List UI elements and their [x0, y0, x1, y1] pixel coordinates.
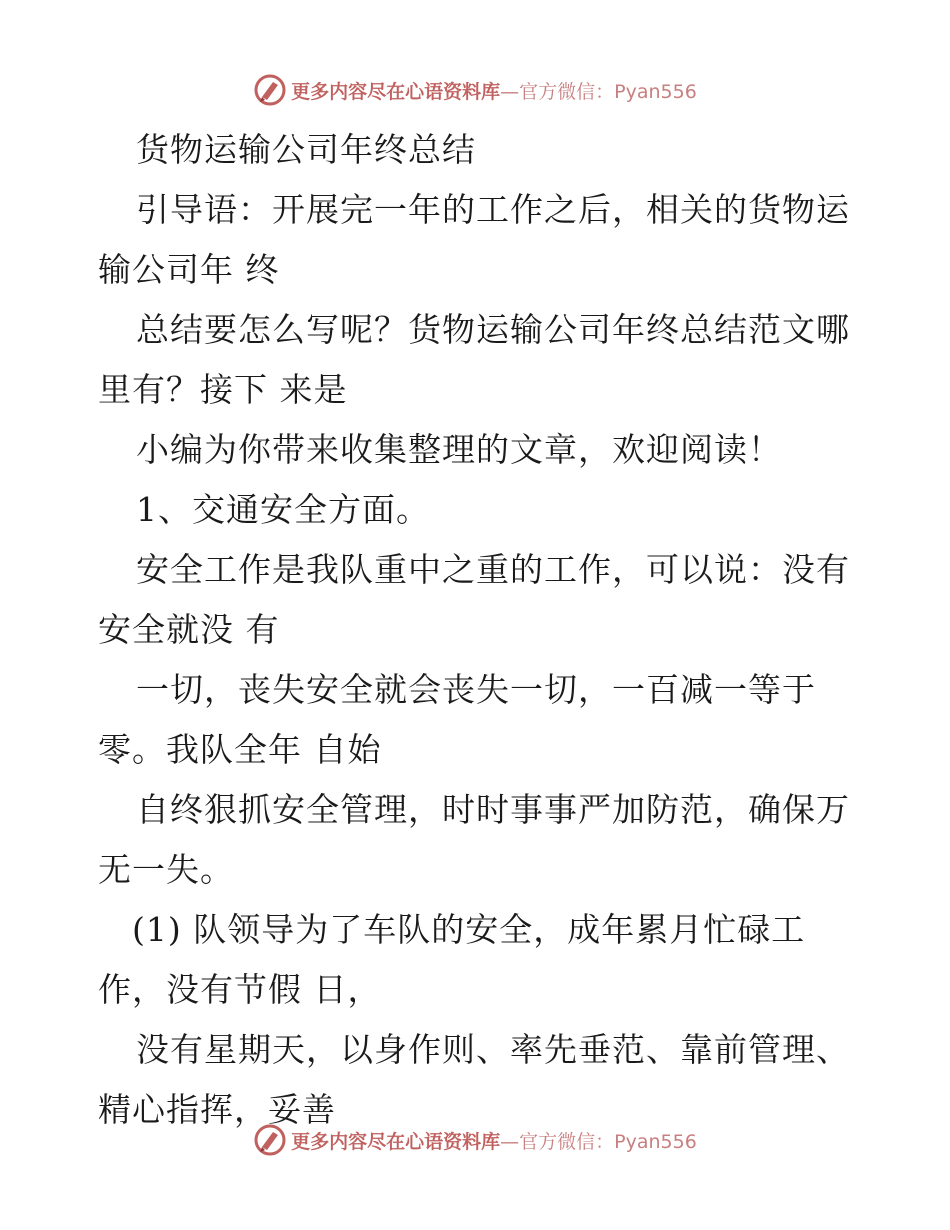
- header-banner: [0, 70, 950, 110]
- text-line: 作，没有节假 日，: [98, 970, 382, 1009]
- text-line: 精心指挥，妥善: [98, 1090, 336, 1129]
- banner-site-text: 更多内容尽在心语资料库: [291, 80, 501, 103]
- text-line: 安全就没 有: [98, 610, 280, 649]
- document-title: 货物运输公司年终总结: [136, 130, 476, 169]
- text-line: (1) 队领导为了车队的安全，成年累月忙碌工: [132, 910, 806, 949]
- text-line: 1、交通安全方面。: [136, 490, 430, 529]
- text-line: 无一失。: [98, 850, 234, 889]
- banner-site-text: 更多内容尽在心语资料库: [291, 1130, 501, 1153]
- text-line: 一切，丧失安全就会丧失一切，一百减一等于: [136, 670, 816, 709]
- text-line: 里有？接下 来是: [98, 370, 348, 409]
- text-line: 小编为你带来收集整理的文章，欢迎阅读！: [136, 430, 782, 469]
- text-line: 自终狠抓安全管理，时时事事严加防范，确保万: [136, 790, 850, 829]
- text-line: 引导语：开展完一年的工作之后，相关的货物运: [136, 190, 850, 229]
- document-body: [98, 120, 858, 1140]
- text-line: 零。我队全年 自始: [98, 730, 382, 769]
- text-line: 没有星期天，以身作则、率先垂范、靠前管理、: [136, 1030, 850, 1069]
- text-line: 输公司年 终: [98, 250, 280, 289]
- footer-banner: [0, 1120, 950, 1160]
- banner-dash: —: [500, 1130, 520, 1153]
- banner-wechat-text: 官方微信：Pyan556: [519, 80, 697, 103]
- text-line: 安全工作是我队重中之重的工作，可以说：没有: [136, 550, 850, 589]
- brand-logo-icon: [253, 73, 287, 107]
- banner-dash: —: [500, 80, 520, 103]
- brand-logo-icon: [253, 1123, 287, 1157]
- banner-wechat-text: 官方微信：Pyan556: [519, 1130, 697, 1153]
- text-line: 总结要怎么写呢？货物运输公司年终总结范文哪: [136, 310, 850, 349]
